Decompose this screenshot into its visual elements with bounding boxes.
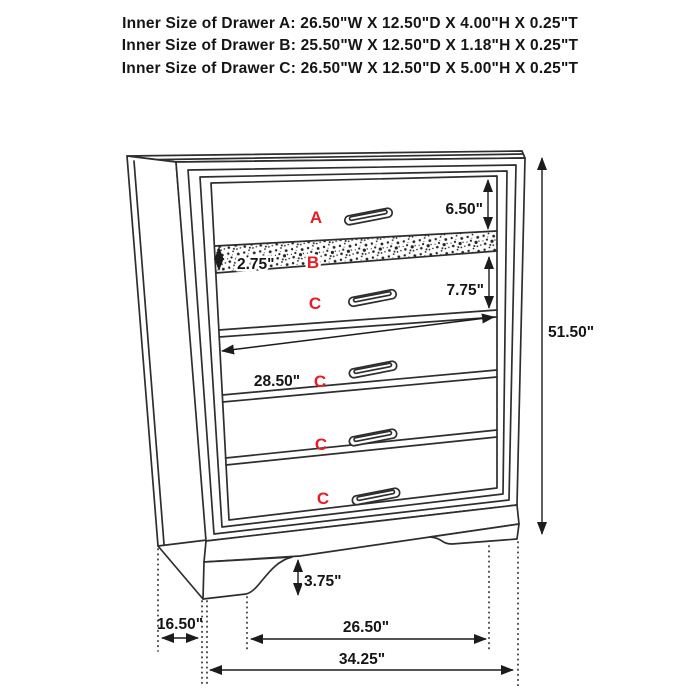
drawer-opening: [211, 176, 497, 520]
drawer-c1-label: C: [308, 294, 322, 313]
drawer-a-label: A: [309, 208, 323, 227]
title-line-drawer-c: Inner Size of Drawer C: 26.50"W X 12.50"D X 5.00"H X 0.25"T: [121, 59, 579, 77]
dim-label-feet-span-width: 26.50": [342, 619, 390, 636]
side-bottom-edge: [158, 546, 203, 599]
dim-label-drawer-a-height: 6.50": [445, 201, 483, 218]
dim-label-glitter-strip-height: 2.75": [237, 256, 275, 273]
title-line-drawer-b: Inner Size of Drawer B: 25.50"W X 12.50"D X 1.18"H X 0.25"T: [121, 37, 579, 55]
dim-label-overall-height: 51.50": [548, 324, 595, 341]
dim-label-overall-width: 34.25": [338, 651, 386, 668]
drawer-b-label: B: [306, 253, 320, 272]
left-bracket-foot: [203, 557, 292, 599]
dim-label-drawer-c1-height: 7.75": [446, 282, 484, 299]
dim-label-side-depth: 16.50": [156, 616, 204, 633]
title-line-drawer-a: Inner Size of Drawer A: 26.50"W X 12.50"D X 4.00"H X 0.25"T: [122, 15, 578, 32]
dim-label-inner-width: 28.50": [253, 373, 301, 390]
drawer-c3-label: C: [314, 435, 328, 454]
dim-label-foot-height: 3.75": [304, 573, 342, 590]
drawer-c2-label: C: [313, 372, 327, 391]
drawer-c4-label: C: [316, 489, 330, 508]
